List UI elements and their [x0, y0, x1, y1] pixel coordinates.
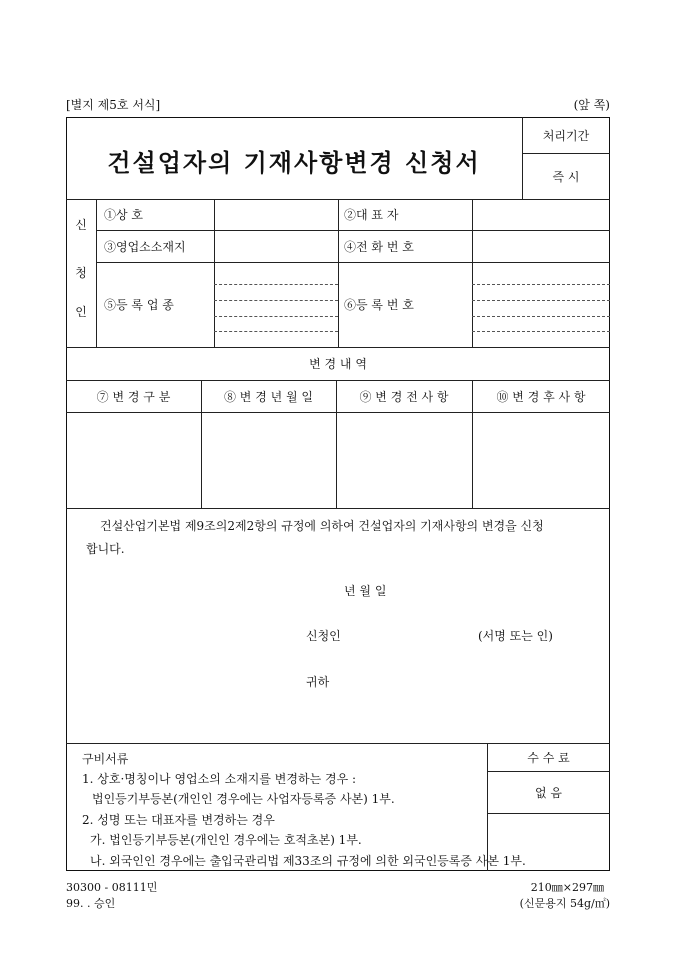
representative-label: ②대 표 자: [344, 208, 399, 222]
after-change-field[interactable]: [476, 416, 606, 504]
trade-name-label: ①상 호: [104, 208, 143, 222]
document-item: 법인등기부등본(개인인 경우에는 사업자등록증 사본) 1부.: [92, 792, 395, 806]
reg-number-field[interactable]: [476, 266, 606, 344]
form-code: 30300 - 08111민: [66, 881, 158, 894]
column-change-type: ⑦ 변 경 구 분: [96, 389, 171, 404]
column-before-change: ⑨ 변 경 전 사 항: [359, 389, 449, 404]
applicant-label-3: 인: [75, 304, 87, 319]
form-number: [별지 제5호 서식]: [66, 98, 161, 112]
trade-name-field[interactable]: [218, 202, 334, 227]
documents-heading: 구비서류: [82, 752, 129, 766]
business-address-label: ③영업소소재지: [104, 239, 186, 254]
document-item: 가. 법인등기부등본(개인인 경우에는 호적초본) 1부.: [90, 833, 362, 847]
phone-field[interactable]: [476, 233, 606, 259]
column-after-change: ⑩ 변 경 후 사 항: [496, 389, 586, 404]
applicant-label-2: 청: [75, 265, 87, 280]
approval-line: 99. . 승인: [66, 897, 116, 910]
change-details-heading: 변 경 내 역: [309, 357, 367, 371]
sign-or-seal-label: (서명 또는 인): [478, 629, 553, 643]
declaration-text-2: 합니다.: [86, 542, 125, 556]
applicant-sign-field[interactable]: [360, 624, 470, 644]
business-type-label: ⑤등 록 업 종: [104, 298, 174, 312]
fee-value: 없 음: [535, 785, 562, 800]
reg-number-label: ⑥등 록 번 호: [344, 298, 414, 312]
document-item: 2. 성명 또는 대표자를 변경하는 경우: [82, 813, 275, 827]
applicant-sign-label: 신청인: [306, 629, 341, 643]
representative-field[interactable]: [476, 202, 606, 227]
change-type-field[interactable]: [70, 416, 197, 504]
document-item: 나. 외국인인 경우에는 출입국관리법 제33조의 규정에 의한 외국인등록증 사본 1부.: [90, 854, 526, 868]
business-type-field[interactable]: [218, 266, 334, 344]
business-address-field[interactable]: [218, 233, 334, 259]
paper-size: 210㎜×297㎜: [530, 881, 604, 894]
paper-weight: (신문용지 54g/㎡): [519, 897, 610, 910]
before-change-field[interactable]: [340, 416, 468, 504]
phone-label: ④전 화 번 호: [344, 239, 414, 254]
application-date: 년 월 일: [344, 584, 387, 598]
column-change-date: ⑧ 변 경 년 월 일: [223, 389, 314, 404]
form-title: 건설업자의 기재사항변경 신청서: [107, 148, 481, 177]
applicant-label-1: 신: [75, 217, 87, 232]
change-date-field[interactable]: [205, 416, 332, 504]
document-item: 1. 상호·명칭이나 영업소의 소재지를 변경하는 경우 :: [82, 772, 357, 786]
page-side: (앞 쪽): [573, 98, 610, 112]
processing-period-value: 즉 시: [552, 169, 580, 184]
processing-period-label: 처리기간: [542, 128, 590, 143]
declaration-text-1: 건설산업기본법 제9조의2제2항의 규정에 의하여 건설업자의 기재사항의 변경을 신청: [100, 519, 544, 533]
fee-label: 수 수 료: [527, 750, 570, 765]
addressee-label: 귀하: [306, 675, 330, 689]
